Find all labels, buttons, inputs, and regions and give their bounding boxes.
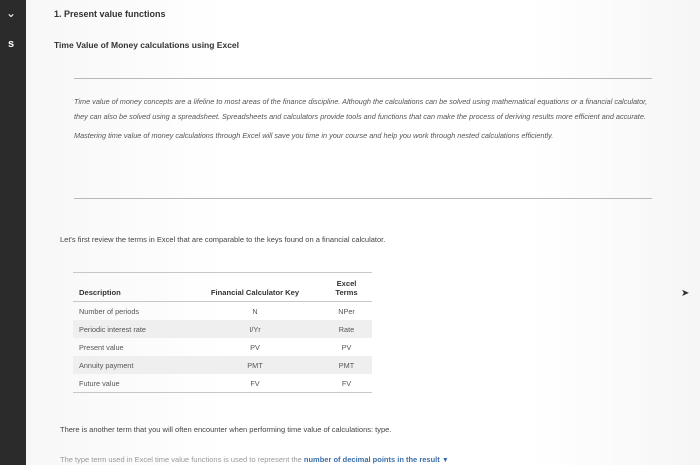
mouse-cursor-icon: ➤ xyxy=(681,288,690,299)
type-term-text: The type term used in Excel time value functions is used to represent the xyxy=(60,455,302,464)
cell-excel-term: PV xyxy=(341,342,352,352)
left-sidebar-strip xyxy=(0,0,26,465)
cell-description: Periodic interest rate xyxy=(73,320,189,338)
table-row xyxy=(73,302,372,321)
cell-description: Present value xyxy=(79,342,124,352)
table-header-row xyxy=(73,273,372,302)
another-term-text: There is another term that you will often encounter when performing time value of calculations: type. xyxy=(60,425,392,434)
table-row xyxy=(73,374,372,393)
type-term-sentence xyxy=(60,455,449,464)
cell-calculator-key: PMT xyxy=(189,356,321,374)
column-header: Financial Calculator Key xyxy=(189,273,321,302)
cell-description: Future value xyxy=(79,378,120,388)
answer-dropdown[interactable] xyxy=(304,455,449,464)
dropdown-caret-icon: ▼ xyxy=(441,457,449,464)
cell-calculator-key: I/Yr xyxy=(189,320,321,338)
intro-paragraph: Mastering time value of money calculations through Excel will save you time in your course and help you work through nested calculations efficiently. xyxy=(74,131,554,140)
column-header: Excel Terms xyxy=(321,273,372,302)
cell-excel-term: PMT xyxy=(321,356,372,374)
column-header: Description xyxy=(73,273,189,302)
cell-calculator-key: PV xyxy=(250,342,260,352)
cell-excel-term: FV xyxy=(341,378,352,388)
cell-description: Annuity payment xyxy=(73,356,189,374)
divider xyxy=(74,78,652,79)
assignment-content xyxy=(26,0,700,465)
cell-calculator-key: FV xyxy=(250,378,260,388)
cell-excel-term: NPer xyxy=(338,306,355,316)
intro-paragraph: Time value of money concepts are a lifeline to most areas of the finance discipline. Although the calculations can be solved using mathematical equations or a financial calculator, they can also be solved using a spreadsheet. Spreadsheets and calculators provide tools and functions that can make the process of deriving results more efficient and accurate. xyxy=(74,97,648,121)
table-row xyxy=(73,320,372,338)
cell-description: Number of periods xyxy=(79,306,140,316)
table-row xyxy=(73,338,372,356)
cell-excel-term: Rate xyxy=(321,320,372,338)
intro-block xyxy=(74,95,649,149)
review-text: Let's first review the terms in Excel that are comparable to the keys found on a financial calculator. xyxy=(60,235,386,244)
terms-table xyxy=(73,272,372,393)
subtitle: Time Value of Money calculations using Excel xyxy=(54,40,240,50)
section-title: 1. Present value functions xyxy=(54,9,166,19)
divider xyxy=(74,198,652,199)
sidebar-tab-fragment[interactable]: s xyxy=(8,38,15,50)
chevron-down-icon[interactable]: ⌄ xyxy=(6,6,17,20)
table-row xyxy=(73,356,372,374)
dropdown-selected-value: number of decimal points in the result xyxy=(303,455,440,464)
cell-calculator-key: N xyxy=(252,306,258,316)
